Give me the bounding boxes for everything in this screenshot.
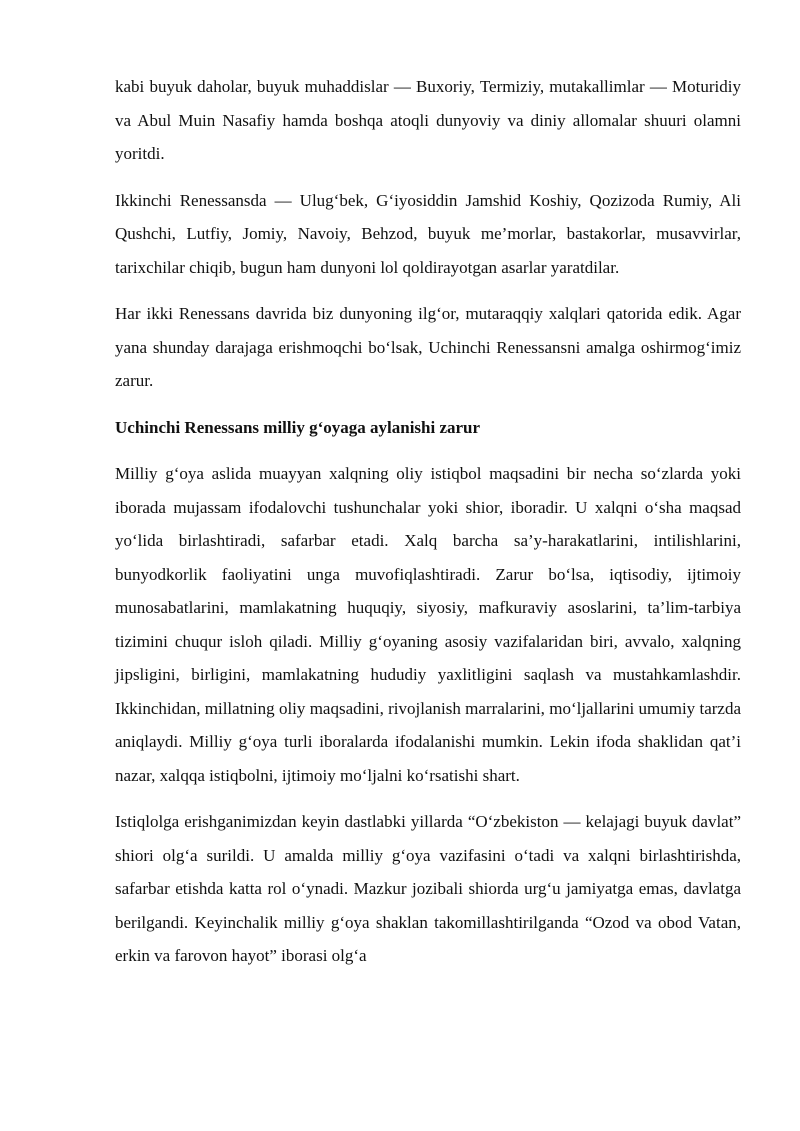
section-heading: Uchinchi Renessans milliy g‘oyaga aylanishi zarur <box>115 417 481 437</box>
paragraph: Istiqlolga erishganimizdan keyin dastlabki yillarda “O‘zbekiston — kelajagi buyuk davlat” shiori olg‘a surildi. U amalda milliy g‘oya vazifasini o‘tadi va xalqni birlashtirishda, safarbar etishda katta rol o‘ynadi. Mazkur jozibali shiorda urg‘u jamiyatga emas, davlatga berilgandi. Keyinchalik milliy g‘oya shaklan takomillashtirilganda “Ozod va obod Vatan, erkin va farovon hayot” iborasi olg‘a <box>115 812 741 965</box>
document-page <box>115 70 741 986</box>
paragraph: Ikkinchi Renessansda — Ulug‘bek, G‘iyosiddin Jamshid Koshiy, Qozizoda Rumiy, Ali Qushchi, Lutfiy, Jomiy, Navoiy, Behzod, buyuk me’morlar, bastakorlar, musavvirlar, tarixchilar chiqib, bugun ham dunyoni lol qoldirayotgan asarlar yaratdilar. <box>115 190 741 277</box>
paragraph: Milliy g‘oya aslida muayyan xalqning oliy istiqbol maqsadini bir necha so‘zlarda yoki iborada mujassam ifodalovchi tushunchalar yoki shior, iboradir. U xalqni o‘sha maqsad yo‘lida birlashtiradi, safarbar etadi. Xalq barcha sa’y-harakatlarini, intilishlarini, bunyodkorlik faoliyatini unga muvofiqlashtiradi. Zarur bo‘lsa, iqtisodiy, ijtimoiy munosabatlarini, mamlakatning huquqiy, siyosiy, mafkuraviy asoslarini, ta’lim-tarbiya tizimini chuqur isloh qiladi. Milliy g‘oyaning asosiy vazifalaridan biri, avvalo, xalqning jipsligini, birligini, mamlakatning hududiy yaxlitligini saqlash va mustahkamlashdir. Ikkinchidan, millatning oliy maqsadini, rivojlanish marralarini, mo‘ljallarini umumiy tarzda aniqlaydi. Milliy g‘oya turli iboralarda ifodalanishi mumkin. Lekin ifoda shaklidan qat’i nazar, xalqqa istiqbolni, ijtimoiy mo‘ljalni ko‘rsatishi shart. <box>115 464 741 785</box>
paragraph: kabi buyuk daholar, buyuk muhaddislar — Buxoriy, Termiziy, mutakallimlar — Moturidiy va Abul Muin Nasafiy hamda boshqa atoqli dunyoviy va diniy allomalar shuuri olamni yoritdi. <box>115 77 741 163</box>
paragraph: Har ikki Renessans davrida biz dunyoning ilg‘or, mutaraqqiy xalqlari qatorida edik. Agar yana shunday darajaga erishmoqchi bo‘lsak, Uchinchi Renessansni amalga oshirmog‘imiz zarur. <box>115 304 741 390</box>
